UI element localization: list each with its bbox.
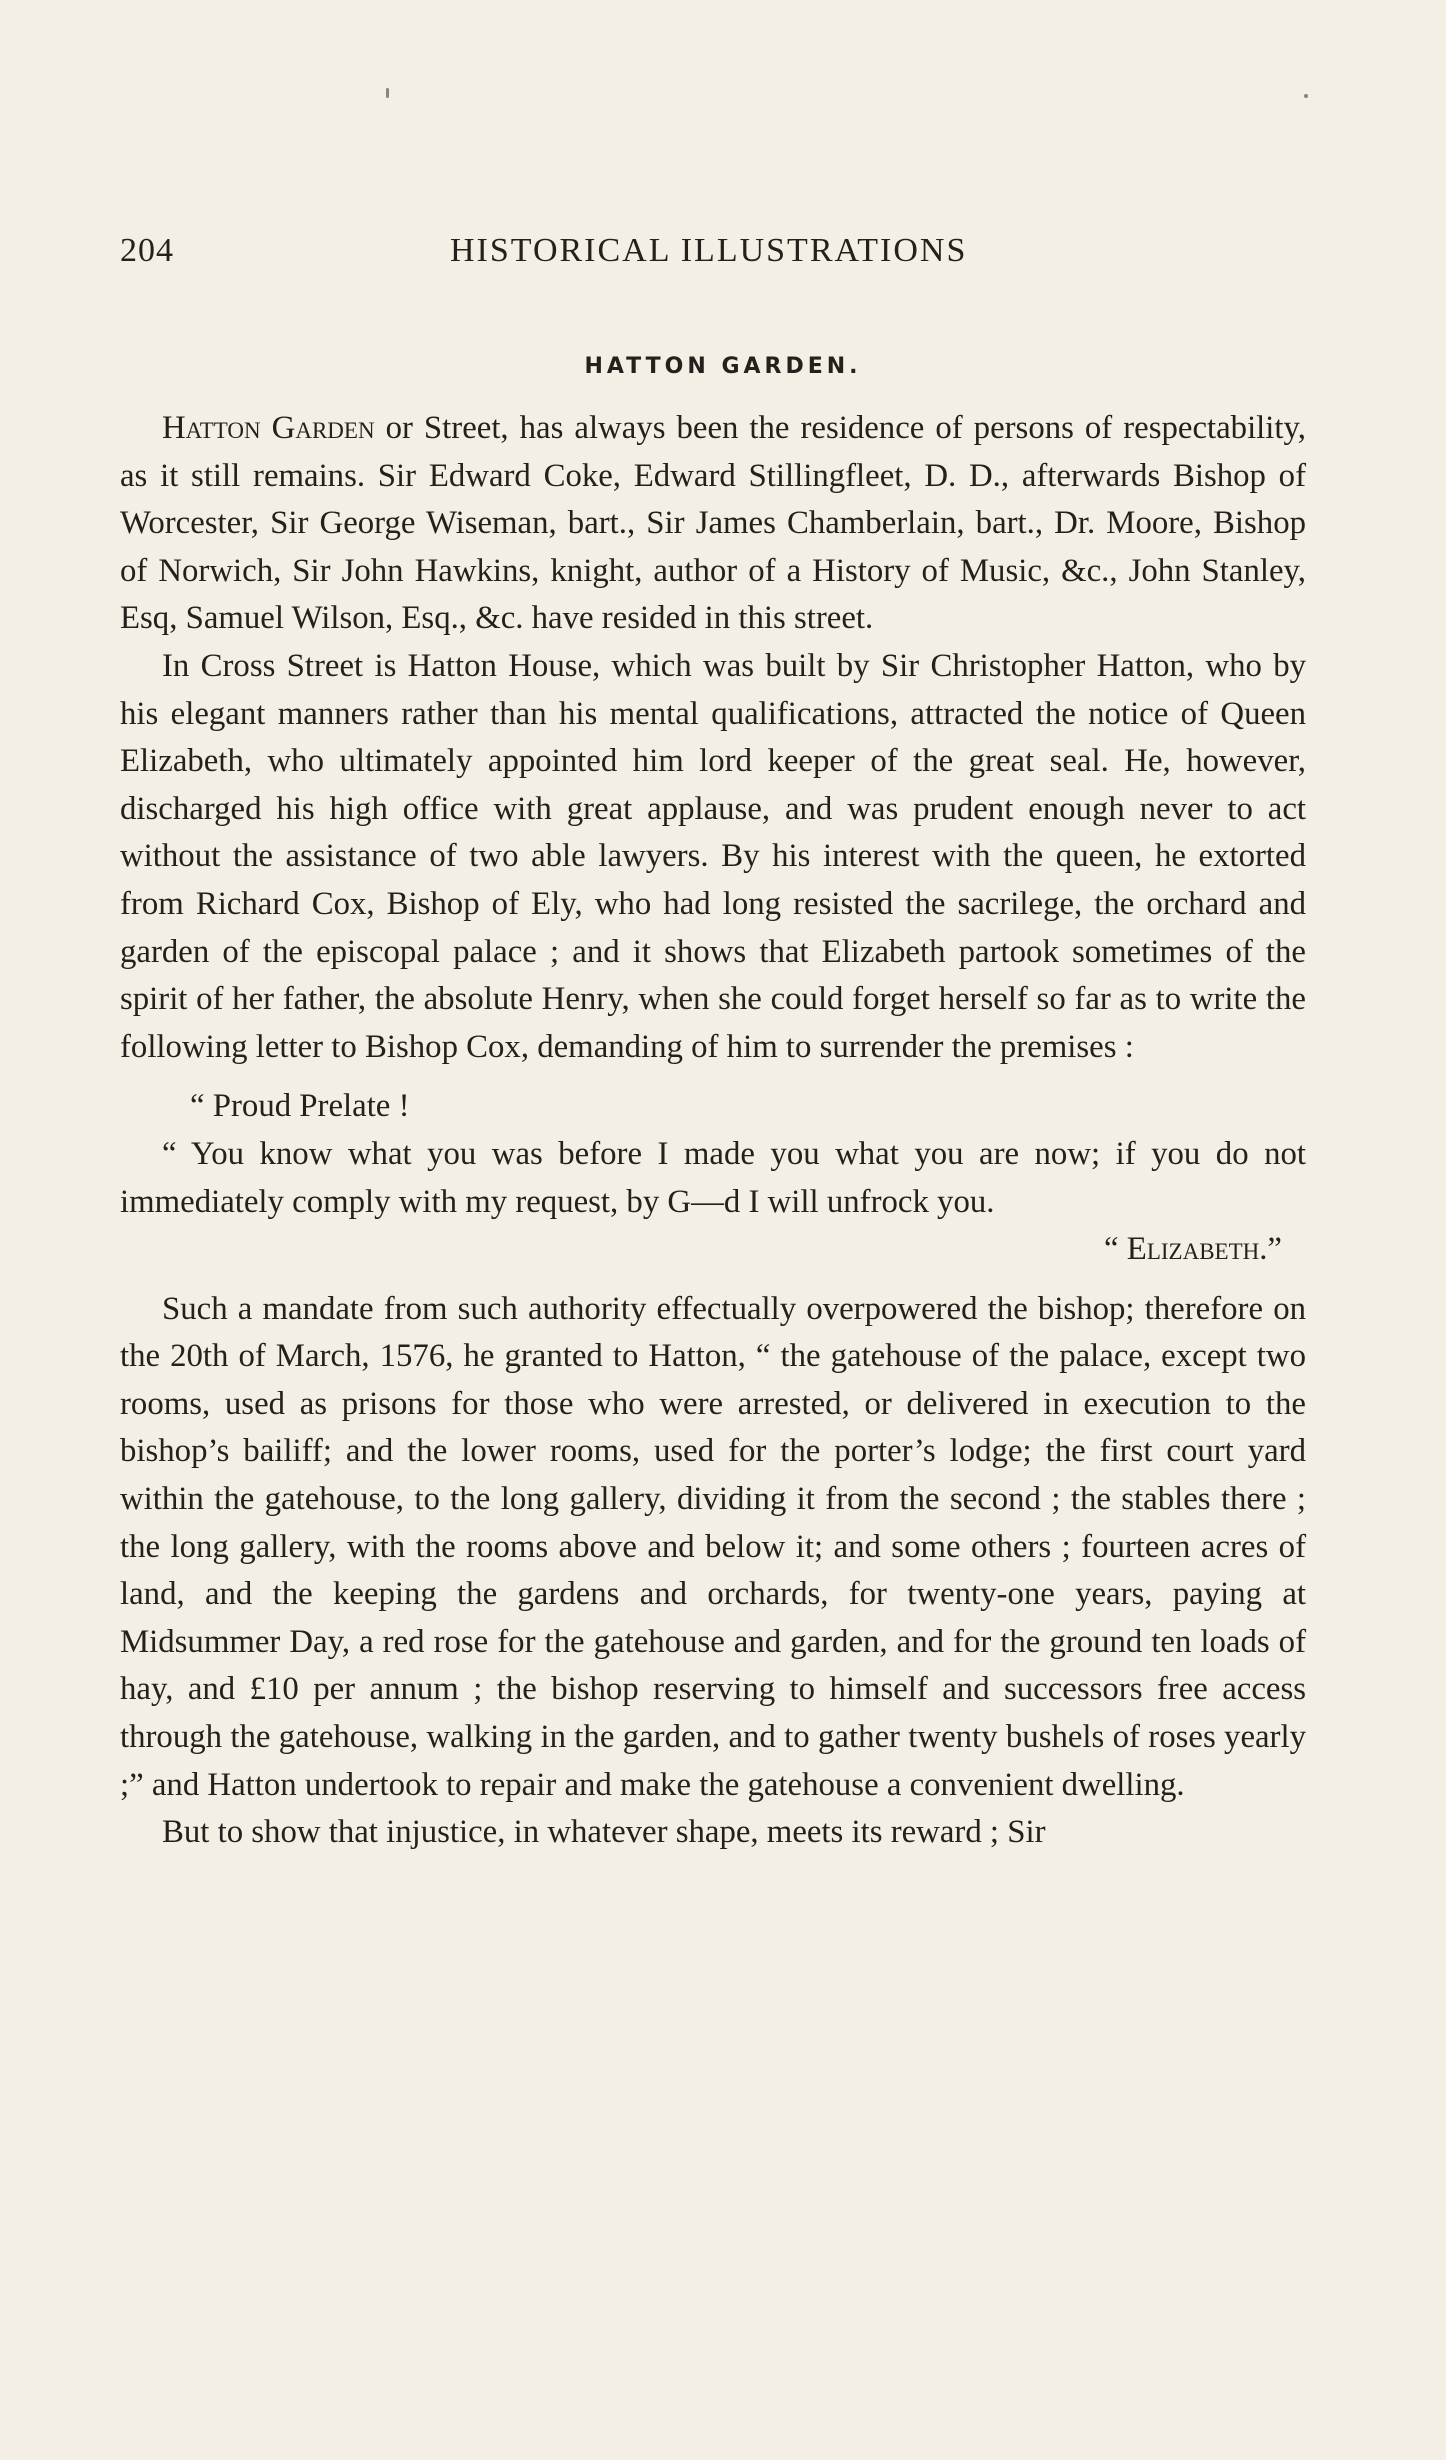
running-title: HISTORICAL ILLUSTRATIONS (450, 232, 968, 269)
section-title: HATTON GARDEN. (584, 354, 862, 379)
paragraph-text: or Street, has always been the residence of persons of respectability, as it still remains. Sir Edward Coke, Edward Stillingfleet, D. D., afterwards Bishop of Worcester, Sir George Wiseman, bart., Sir James Chamberlain, bart., Dr. Moore, Bishop of Norwich, Sir John Hawkins, knight, author of a History of Music, &c., John Stanley, Esq, Samuel Wilson, Esq., &c. have resided in this street. (120, 410, 1306, 637)
ink-dot (1304, 94, 1308, 98)
page-number: 204 (120, 232, 174, 269)
paragraph-injustice: But to show that injustice, in whatever shape, meets its reward ; Sir (162, 1814, 1046, 1851)
letter-signature: “ Elizabeth.” (1104, 1231, 1282, 1268)
paragraph-mandate: Such a mandate from such authority effectually overpowered the bishop; therefore on the 20th of March, 1576, he granted to Hatton, “ the gatehouse of the palace, except two rooms, used as prisons for those who were arrested, or delivered in execution to the bishop’s bailiff; and the lower rooms, used for the porter’s lodge; the first court yard within the gatehouse, to the long gallery, dividing it from the second ; the stables there ; the long gallery, with the rooms above and below it; and some others ; fourteen acres of land, and the keeping the gardens and orchards, for twenty-one years, paying at Midsummer Day, a red rose for the gatehouse and garden, and for the ground ten loads of hay, and £10 per annum ; the bishop reserving to himself and successors free access through the gatehouse, walking in the garden, and to gather twenty bushels of roses yearly ;” and Hatton undertook to repair and make the gatehouse a convenient dwelling. (120, 1290, 1306, 1803)
body-text (120, 405, 1306, 1857)
letter-body: “ You know what you was before I made you what you are now; if you do not immediately comply with my request, by G—d I will unfrock you. (120, 1135, 1306, 1220)
letter-salutation: “ Proud Prelate ! (190, 1088, 410, 1125)
paragraph-hatton-house: In Cross Street is Hatton House, which was built by Sir Christopher Hatton, who by his elegant manners rather than his mental qualifications, attracted the notice of Queen Elizabeth, who ultimately appointed him lord keeper of the great seal. He, however, discharged his high office with great applause, and was prudent enough never to act without the assistance of two able lawyers. By his interest with the queen, he extorted from Richard Cox, Bishop of Ely, who had long resisted the sacrilege, the orchard and garden of the episcopal palace ; and it shows that Elizabeth partook sometimes of the spirit of her father, the absolute Henry, when she could forget herself so far as to write the following letter to Bishop Cox, demanding of him to surrender the premises : (120, 647, 1306, 1065)
page-header (120, 232, 1310, 280)
paragraph-hatton-garden (120, 405, 1306, 643)
ink-speck (386, 88, 389, 98)
lead-in-small-caps: Hatton Garden (162, 410, 375, 446)
